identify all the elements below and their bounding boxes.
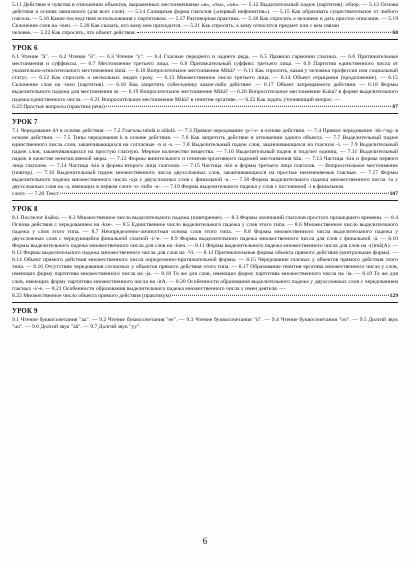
- intro-last-line: человек. — 5.22 Как спросить, что объект действия.: [12, 30, 137, 37]
- intro-text: 5.11 Действия и чувства в отношении объектов, выраженных местоимениями «я», «ты», «он». — 5.12 Выделительный падеж (партитив): обзор. — 5.13 Основа действия и основа зависимого (для всех слов). — 5.14 Словарная форма глаголов («первый инфинитив»). — 5.15 Как образовать существительное от любого глагола. — 5.16 Какие последствия использования с партитивом. — 5.17 Разговорная практика. — 5.18 Как спросить о человеке и дать простое описание. — 5.19 Склонение слов на -inen. — 5.20 Как сказать, кто кому кем приходится. — 5.21 Как спросить, к кому относится предмет или с кем связан: [12, 2, 398, 30]
- section-divider: [12, 113, 398, 114]
- section-divider: [12, 39, 398, 40]
- leader-dots: [60, 193, 389, 194]
- leader-dots: [137, 32, 391, 33]
- unit-tail: [12, 104, 398, 111]
- unit-page-number: 87: [392, 103, 398, 110]
- unit-8: [12, 206, 398, 300]
- unit-title: УРОК 7: [12, 118, 38, 126]
- unit-6: [12, 45, 398, 110]
- unit-page-number: 107: [389, 191, 398, 198]
- unit-text: 8.1 Послелог lisäksi. — 8.2 Множественное число выделительного падежа (повторение). — 8.3 Формы окончаний глаголов простого прошедшего времени. — 8.4 Основа действия с чередованием на -kse-. — 8.5 Единственное число выделительного падежа у слов этого типа. — 8.6 Множественное число выделительного падежа у слов этого типа. — 8.7 Неопределенно-личностная основа слов этого типа. — 8.8 Формы множественного числа выделительного падежа у двухсложных слов с чередующейся финальной гласной -i/-e. — 8.9 Формы выделительного падежа множественного числа для слов с финальной -ä. — 8.10 Формы выделительного падежа множественного числа для слов на -inen. — 8.11 Формы выделительного падежа множественного числа для слов на -(i)mä(A). — 8.12 Формы выделительного падежа множественного числа для слов на -Vi. — 8.13 Притяжательные формы объекта прямого действия (контрольная форма). — 8.14 Объект прямого действия множественного числа определенно-притяжательной формы. — 8.15 Чередование гласных у объектов прямого действия этого типа. — 8.16 Отсутствие чередования согласных у объектов прямого действия этого типа. — 8.17 Образование генитив-эргатива множественного числа у слов, имеющих форму партитива множественного числа на -ja. — 8.18 То же для слов, имеющих форму партитива множественного числа на -ia. — 8.19 То же для слов, имеющих форму партитива множественного числа на -itA. — 8.20 Особенности образования выделительного падежа у двухсложных слов с чередованием гласных -i/-e. — 8.21 Особенности образования выделительного падежа множественного числа у имен деятеля. —: [12, 215, 398, 292]
- unit-title: УРОК 6: [12, 45, 38, 53]
- intro-section: [12, 2, 398, 37]
- section-divider: [12, 200, 398, 201]
- unit-text: 7.1 Чередование d/t в основе действия. — 7.2 Глаголы tehdä и nähdä. — 7.3 Прямое чередование -p-/-v- в основе действия. — 7.4 Прямое чередование -nk-/-ng- в основе действия. — 7.5 Типы чередования k в основе действия. — 7.6 Как запретить действие в отношении одного объекта. — 7.7 Выделительный падеж единственного числа слов, заканчивающихся на согласные -n и -s. — 7.8 Выделительный падеж слов, заканчивающихся на гласную -i. — 7.9 Выделительный падеж слов, заканчивающихся на простую гласную. Мерное количество вещества. — 7.10 Выделительный падеж и подсчет единиц. — 7.11 Выделительный падеж в качестве неисчисляемой меры. — 7.12 Формы винительного и генитив-эргативного падежей местоимения hän. — 7.13 Частица -kin и формы первого лица глаголов. — 7.14 Частица -kin и формы второго лица глаголов. — 7.15 Частица -kin и формы третьего лица глаголов. — Вопросительное местоимение (повтор). — 7.16 Выделительный падеж множественного числа двухсложных слов, заканчивающихся на простые неизменяемые гласные. — 7.17 Формы выделительного падежа множественного числа -oja у двухсложных слов с финальной -a. — 7.18 Формы выделительного падежа множественного числа -ia у двухсложных слов на -a, имеющих в первом слоге -o- либо -u-. — 7.19 Формы выделительного падежа у слов с постоянной -i в финальном: [12, 127, 398, 190]
- unit-last-line: 8.22 Множественное число объекта прямого действия (практикум): [12, 292, 172, 299]
- section-divider: [12, 302, 398, 303]
- intro-tail: [12, 30, 398, 37]
- unit-last-line: 6.23 Простые вопросы (практика речи): [12, 103, 105, 110]
- unit-9: [12, 308, 398, 331]
- unit-tail: [12, 191, 398, 198]
- unit-title: УРОК 8: [12, 206, 38, 214]
- unit-page-number: 129: [389, 292, 398, 299]
- unit-text: 6.1 Чтение "ä". — 6.2 Чтение "ö". — 6.3 Чтение "y". — 6.4 Гласные переднего и заднего ряда. — 6.5 Правило гармонии гласных. — 6.6 Притяжательные местоимения и суффиксы. — 6.7 Местоимение третьего лица. — 6.8 Притяжательный суффикс третьего лица. — 6.9 Партитив единственного числа от указательно-относительного местоимения tämä. — 6.10 Вопросительное местоимение Mikä? — 6.11 Как спросить, какая у человека профессия или социальный статус. — 6.12 Как спросить о нескольких людях сразу. — 6.13 Множественное число третьего лица. — 6.14 Объект отрицания (продолжение). — 6.15 Склонение слов на -inen (партитив). — 6.16 Как запретить собеседнику какое-либо действие. — 6.17 Объект запрещаемого действия. — 6.18 Формы выделительного падежа для местоимения se. — 6.19 Вопросительное местоимение Mikä? — 6.20 Вопросительное местоимение Kuka? в форме выделительного падежа единственного числа. — 6.21 Вопросительное местоимение Mikä? в генитив-эргативе. — 6.22 Как задать уточняющий вопрос. —: [12, 54, 398, 103]
- unit-7: [12, 119, 398, 198]
- intro-page-number: 68: [392, 30, 398, 37]
- unit-last-line: слоге. — 7.20 Текст: [12, 191, 59, 198]
- unit-text: 9.1 Чтение буквосочетания "aa". — 9.2 Чтение буквосочетания "ee". — 9.3 Чтение буквосочетания "ii". — 9.4 Чтение буквосочетания "oo". — 9.5 Долгий звук "uu". — 9.6 Долгий звук "ää". — 9.7 Долгий звук "yy".: [12, 316, 398, 330]
- leader-dots: [172, 294, 389, 295]
- unit-title: УРОК 9: [12, 307, 38, 315]
- unit-tail: [12, 293, 398, 300]
- page-number: 6: [202, 536, 208, 546]
- leader-dots: [106, 105, 392, 106]
